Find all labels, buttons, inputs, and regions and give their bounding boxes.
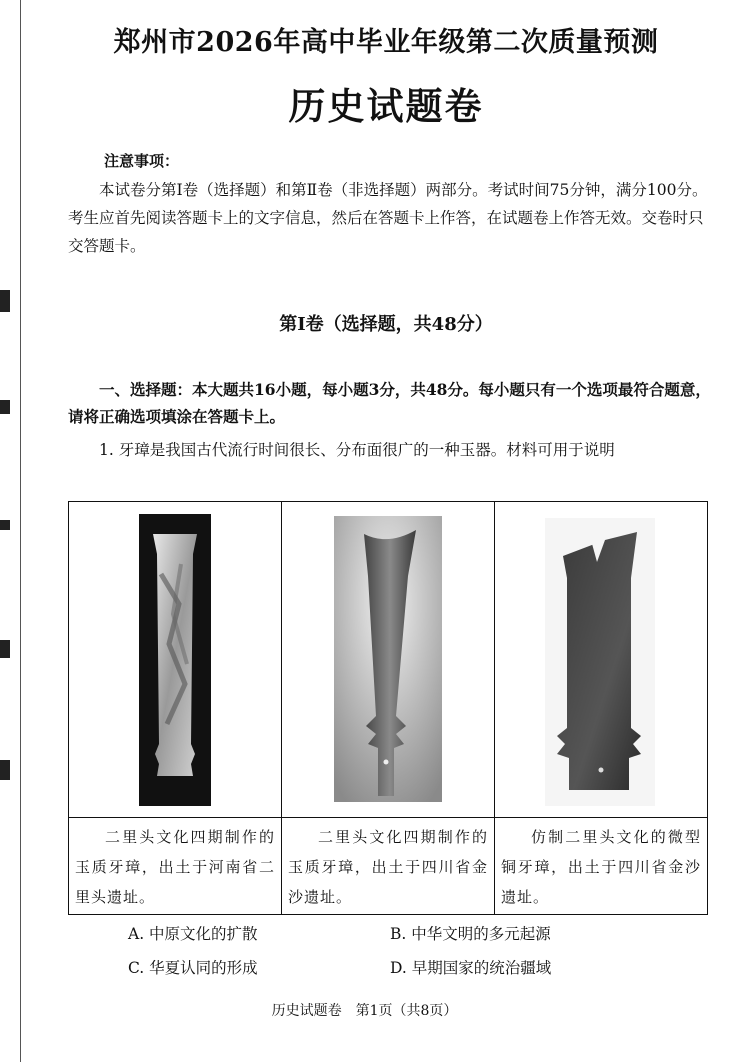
artifact-image-cell-1	[69, 502, 282, 818]
option-a: A. 中原文化的扩散	[128, 925, 258, 943]
notice-heading: 注意事项：	[104, 152, 180, 170]
artifact-caption-3: 仿制二里头文化的微型铜牙璋，出土于四川省金沙遗址。	[501, 828, 701, 906]
question-1-stem: 1. 牙璋是我国古代流行时间很长、分布面很广的一种玉器。材料可用于说明	[99, 441, 615, 459]
artifact-caption-1: 二里头文化四期制作的玉质牙璋，出土于河南省二里头遗址。	[69, 818, 282, 914]
exam-title: 郑州市2026年高中毕业年级第二次质量预测	[113, 27, 659, 58]
notice-body: 本试卷分第Ⅰ卷（选择题）和第Ⅱ卷（非选择题）两部分。考试时间75分钟，满分100分。考生应首先阅读答题卡上的文字信息，然后在答题卡上作答，在试题卷上作答无效。交卷时只交答题卡。	[68, 181, 708, 255]
option-b: B. 中华文明的多元起源	[390, 925, 551, 943]
jade-yazhang-erlitou-image	[139, 514, 211, 806]
part-intro: 一、选择题：本大题共16小题，每小题3分，共48分。每小题只有一个选项最符合题意，请将正确选项填涂在答题卡上。	[68, 380, 711, 426]
bronze-miniature-yazhang-image	[545, 518, 655, 806]
jade-yazhang-jinsha-image	[334, 516, 442, 802]
binding-margin-line	[20, 0, 21, 1062]
page-footer: 历史试题卷 第1页（共8页）	[271, 1003, 458, 1019]
binding-margin-marks	[0, 0, 20, 1062]
section-heading: 第Ⅰ卷（选择题，共48分）	[279, 314, 493, 335]
artifact-image-cell-2	[282, 502, 495, 818]
subject-title: 历史试题卷	[288, 84, 484, 128]
option-c: C. 华夏认同的形成	[128, 959, 258, 977]
artifact-image-cell-3	[495, 502, 707, 818]
artifact-table	[68, 501, 708, 915]
artifact-caption-2: 二里头文化四期制作的玉质牙璋，出土于四川省金沙遗址。	[282, 818, 495, 914]
option-d: D. 早期国家的统治疆域	[390, 959, 552, 977]
